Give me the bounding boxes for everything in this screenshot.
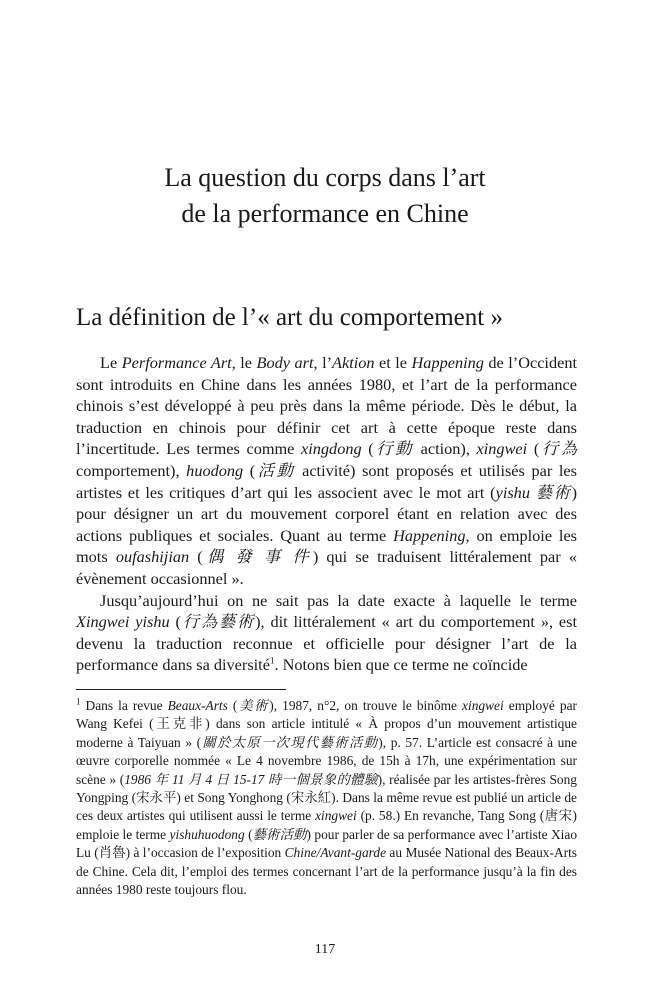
text-run: ) qui se traduisent littéralement par « évènement occasionnel ».	[76, 547, 577, 588]
italic-run: 行動	[373, 439, 414, 459]
section-title: La définition de l’« art du comportement »	[76, 304, 503, 331]
italic-run: xingdong	[301, 439, 362, 459]
italic-run: 美術	[237, 698, 270, 713]
italic-run: 偶 發 事 件	[202, 547, 313, 567]
text-run: employé par Wang Kefei (王克非) dans son article intitulé « À propos d’un mouvement artistique moderne à Taiyuan » (	[76, 698, 578, 750]
italic-run: 藝術活動	[252, 826, 307, 842]
italic-run: xingwei	[476, 439, 528, 459]
text-run: (	[189, 547, 203, 567]
italic-run: Chine/Avant-garde	[284, 845, 387, 861]
text-run: (	[227, 698, 238, 713]
italic-run: 活動	[255, 460, 296, 480]
italic-run: 行為藝術	[180, 612, 256, 632]
text-run: et le	[374, 353, 412, 372]
text-run: (	[243, 460, 256, 480]
text-run: (	[244, 826, 253, 842]
italic-run: Happening	[393, 525, 466, 545]
text-run: action),	[413, 439, 477, 459]
italic-run: Xingwei yishu	[76, 612, 170, 632]
text-run: ), dit littéralement « art du comportement », est devenu la traduction reconnue et officielle pour désigner l’art de la performance dans sa diversité	[76, 612, 577, 675]
paragraph-2	[76, 590, 577, 676]
page-number: 117	[314, 942, 336, 957]
text-run: Le	[100, 353, 122, 372]
text-run: ) pour désigner un art du mouvement corporel étant en relation avec des actions publiques et sociales. Quant au terme	[76, 482, 577, 545]
body-text	[76, 352, 577, 676]
text-run: (	[169, 612, 181, 632]
text-run: activité) sont proposés et utilisés par les artistes et les critiques d’art qui les associent avec le mot art (	[76, 460, 577, 502]
chapter-title	[60, 160, 590, 232]
text-run: au Musée National des Beaux-Arts de Chine. Cela dit, l’emploi des termes concernant l’art de la performance jusqu’à la fin des années 1980 reste toujours flou.	[76, 845, 578, 898]
italic-run: Aktion	[332, 353, 375, 372]
text-run: ) pour parler de sa performance avec l’artiste Xiao Lu (肖魯) à l’occasion de l’exposition	[76, 826, 578, 861]
italic-run: 1986 年 11 月 4 日 15-17 時一個景象的體驗	[124, 771, 378, 787]
italic-run: Performance Art	[121, 353, 232, 372]
italic-run: yishu 藝術	[495, 482, 572, 502]
italic-run: oufashijian	[115, 547, 190, 567]
text-run: , le	[231, 353, 257, 372]
text-run: ), réalisée par les artistes-frères Song Yongping (宋永平) et Song Yonghong (宋永紅). Dans la même revue est publié un article de ces deux artistes qui utilisent aussi le terme	[76, 771, 578, 824]
italic-run: huodong	[186, 460, 244, 480]
italic-run: xingwei	[315, 808, 357, 824]
text-run: , on emploie les mots	[76, 525, 578, 567]
italic-run: Body art	[256, 353, 314, 372]
text-run: (p. 58.) En revanche, Tang Song (唐宋) emploie le terme	[76, 808, 577, 842]
italic-run: xingwei	[462, 698, 504, 713]
italic-run: 關於太原一次現代藝術活動	[201, 734, 379, 750]
text-run: (	[527, 439, 540, 459]
text-run: (	[361, 439, 374, 459]
text-run: comportement),	[76, 460, 187, 480]
chapter-title-line-2: de la performance en Chine	[181, 199, 469, 228]
footnote-ref: 1	[269, 655, 275, 666]
text-run: ), p. 57. L’article est consacré à une œuvre corporelle nommée « Le 4 novembre 1986, de 15h à 17h, une expérimentation sur scène » (	[76, 734, 578, 787]
paragraph-1	[76, 352, 577, 590]
footnote-1	[76, 697, 577, 899]
italic-run: Happening	[411, 353, 484, 372]
chapter-title-line-1: La question du corps dans l’art	[164, 163, 486, 192]
italic-run: Beaux-Arts	[167, 698, 228, 713]
italic-run: 行為	[539, 439, 577, 459]
text-run: Dans la revue	[80, 698, 168, 713]
text-run: Jusqu’aujourd’hui on ne sait pas la date exacte à laquelle le terme	[100, 590, 577, 610]
text-run: ), 1987, n°2, on trouve le binôme	[269, 698, 463, 713]
text-run: de l’Occident sont introduits en Chine dans les années 1980, et l’art de la performance chinois s’est développé à peu près dans la même période. Dès le début, la traduction en chinois pour définir cet art à cette époque reste dans l’incertitude. Les termes comme	[76, 353, 577, 459]
footnote-separator	[76, 689, 286, 690]
footnote-ref: 1	[76, 696, 81, 707]
italic-run: yishuhuodong	[169, 826, 245, 842]
text-run: . Notons bien que ce terme ne coïncide	[274, 655, 528, 675]
text-run: , l’	[313, 353, 333, 372]
